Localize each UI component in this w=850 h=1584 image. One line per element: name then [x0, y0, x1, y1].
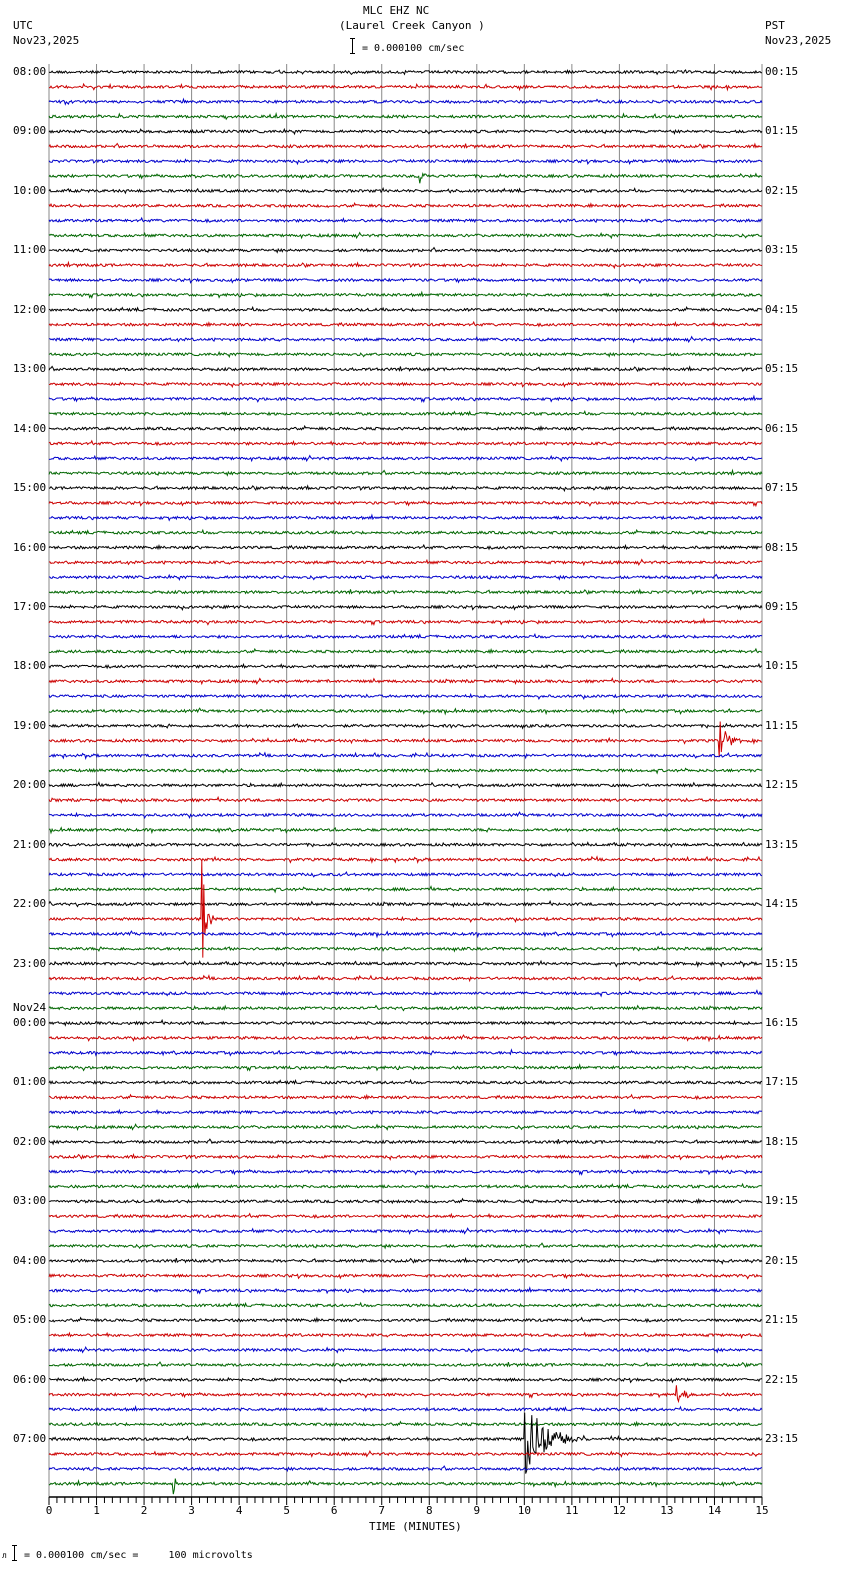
right-time-label: 11:15 — [765, 718, 799, 732]
trace-row-48 — [49, 783, 762, 788]
trace-row-62 — [49, 991, 762, 997]
trace-row-7 — [49, 174, 762, 184]
x-tick-label: 14 — [707, 1504, 722, 1517]
trace-row-8 — [49, 188, 762, 193]
left-time-label: 07:00 — [13, 1432, 47, 1446]
trace-row-85 — [49, 1333, 762, 1338]
trace-row-94 — [49, 1466, 762, 1471]
trace-row-12 — [49, 248, 762, 253]
trace-row-90 — [49, 1407, 762, 1411]
trace-row-6 — [49, 160, 762, 164]
trace-row-41 — [49, 678, 762, 683]
trace-row-55 — [49, 887, 762, 893]
right-time-label: 21:15 — [765, 1313, 799, 1327]
trace-row-81 — [49, 1274, 762, 1279]
trace-row-50 — [49, 812, 762, 818]
right-time-label: 05:15 — [765, 362, 799, 376]
x-tick-label: 3 — [188, 1504, 195, 1517]
trace-row-21 — [49, 382, 762, 386]
x-tick-label: 6 — [330, 1504, 338, 1517]
right-time-label: 13:15 — [765, 837, 799, 851]
right-time-label: 10:15 — [765, 659, 799, 673]
left-time-label: 12:00 — [13, 302, 47, 316]
x-tick-label: 7 — [378, 1504, 386, 1517]
left-time-label: 02:00 — [13, 1134, 47, 1148]
station-title: MLC EHZ NC — [363, 4, 430, 17]
left-time-label: 19:00 — [13, 718, 47, 732]
trace-row-16 — [49, 307, 762, 311]
trace-row-43 — [49, 708, 762, 714]
trace-row-2 — [49, 99, 762, 104]
trace-row-67 — [49, 1065, 762, 1070]
trace-row-11 — [49, 233, 762, 238]
right-time-label: 07:15 — [765, 481, 799, 495]
trace-row-19 — [49, 352, 762, 357]
trace-row-77 — [49, 1214, 762, 1218]
x-tick-label: 4 — [235, 1504, 243, 1517]
trace-row-28 — [49, 486, 762, 491]
trace-row-87 — [49, 1362, 762, 1367]
trace-row-88 — [49, 1378, 762, 1383]
trace-row-46 — [49, 753, 762, 759]
right-time-label: 06:15 — [765, 421, 799, 435]
trace-row-86 — [49, 1347, 762, 1352]
trace-row-47 — [49, 768, 762, 773]
trace-row-4 — [49, 129, 762, 134]
x-tick-label: 11 — [565, 1504, 579, 1517]
date-change-label: Nov24 — [13, 1001, 47, 1015]
trace-row-5 — [49, 144, 762, 149]
trace-row-84 — [49, 1318, 762, 1322]
trace-row-40 — [49, 664, 762, 668]
left-date: Nov23,2025 — [13, 34, 80, 47]
trace-row-9 — [49, 203, 762, 207]
trace-row-42 — [49, 694, 762, 699]
right-time-label: 16:15 — [765, 1016, 799, 1030]
trace-row-26 — [49, 456, 762, 461]
left-time-label: 10:00 — [13, 183, 47, 197]
footer-scale-prefix: л — [2, 1551, 7, 1560]
right-time-label: 00:15 — [765, 65, 799, 78]
trace-row-71 — [49, 1124, 762, 1129]
x-tick-label: 12 — [612, 1504, 627, 1517]
left-time-label: 17:00 — [13, 599, 47, 613]
trace-row-33 — [49, 560, 762, 565]
trace-row-17 — [49, 322, 762, 326]
x-tick-label: 15 — [755, 1504, 769, 1517]
trace-row-25 — [49, 441, 762, 446]
x-tick-label: 13 — [660, 1504, 674, 1517]
trace-row-69 — [49, 1095, 762, 1099]
right-time-label: 19:15 — [765, 1194, 799, 1208]
right-time-label: 15:15 — [765, 956, 799, 970]
trace-row-61 — [49, 976, 762, 981]
right-time-label: 20:15 — [765, 1253, 799, 1267]
trace-row-82 — [49, 1288, 762, 1293]
trace-row-14 — [49, 278, 762, 283]
trace-row-63 — [49, 1006, 762, 1011]
x-axis-label: TIME (MINUTES) — [369, 1520, 462, 1533]
trace-row-78 — [49, 1228, 762, 1233]
right-timezone: PST — [765, 19, 785, 32]
right-date: Nov23,2025 — [765, 34, 832, 47]
trace-row-30 — [49, 515, 762, 520]
trace-row-95 — [49, 1479, 762, 1495]
trace-row-59 — [49, 947, 762, 951]
left-time-label: 00:00 — [13, 1016, 47, 1030]
trace-row-10 — [49, 218, 762, 223]
left-time-label: 13:00 — [13, 362, 47, 376]
right-time-label: 14:15 — [765, 897, 799, 911]
scale-text: = 0.000100 cm/sec — [362, 43, 465, 54]
trace-row-13 — [49, 263, 762, 268]
left-time-label: 18:00 — [13, 659, 47, 673]
trace-row-60 — [49, 961, 762, 966]
trace-row-1 — [49, 84, 762, 90]
trace-row-56 — [49, 901, 762, 906]
trace-row-53 — [49, 857, 762, 863]
x-tick-label: 1 — [93, 1504, 100, 1517]
right-time-label: 08:15 — [765, 540, 799, 554]
left-time-label: 14:00 — [13, 421, 47, 435]
trace-row-44 — [49, 724, 762, 728]
trace-row-18 — [49, 337, 762, 342]
right-time-label: 18:15 — [765, 1134, 799, 1148]
left-time-label: 03:00 — [13, 1194, 47, 1208]
right-time-label: 23:15 — [765, 1432, 799, 1446]
x-tick-label: 8 — [425, 1504, 433, 1517]
right-time-label: 03:15 — [765, 243, 799, 257]
left-time-label: 09:00 — [13, 124, 47, 138]
left-time-label: 01:00 — [13, 1075, 47, 1089]
trace-row-76 — [49, 1199, 762, 1203]
trace-row-29 — [49, 501, 762, 506]
trace-row-66 — [49, 1050, 762, 1056]
right-time-label: 02:15 — [765, 183, 799, 197]
footer-scale-text: = 0.000100 cm/sec = 100 microvolts — [24, 1550, 253, 1561]
trace-row-83 — [49, 1303, 762, 1307]
left-timezone: UTC — [13, 19, 33, 32]
left-time-label: 04:00 — [13, 1253, 47, 1267]
trace-row-89 — [49, 1385, 762, 1401]
trace-row-20 — [49, 366, 762, 371]
trace-row-58 — [49, 931, 762, 937]
right-time-label: 17:15 — [765, 1075, 799, 1089]
trace-row-91 — [49, 1422, 762, 1426]
x-tick-label: 9 — [473, 1504, 481, 1517]
station-location: (Laurel Creek Canyon ) — [339, 19, 485, 32]
right-time-label: 04:15 — [765, 302, 799, 316]
x-tick-label: 2 — [140, 1504, 148, 1517]
left-time-label: 06:00 — [13, 1372, 47, 1386]
trace-row-36 — [49, 605, 762, 610]
trace-row-79 — [49, 1243, 762, 1248]
left-time-label: 08:00 — [13, 65, 47, 78]
left-time-label: 20:00 — [13, 778, 47, 792]
trace-row-52 — [49, 843, 762, 848]
trace-row-31 — [49, 530, 762, 534]
left-time-label: 16:00 — [13, 540, 47, 554]
trace-row-68 — [49, 1080, 762, 1084]
right-time-label: 09:15 — [765, 599, 799, 613]
trace-row-51 — [49, 828, 762, 833]
trace-row-24 — [49, 426, 762, 430]
trace-row-0 — [49, 70, 762, 74]
right-time-label: 12:15 — [765, 778, 799, 792]
trace-row-39 — [49, 649, 762, 653]
footer-scale-bar-icon — [12, 1545, 17, 1561]
trace-row-74 — [49, 1170, 762, 1175]
x-tick-label: 0 — [45, 1504, 53, 1517]
trace-row-92 — [49, 1413, 762, 1474]
trace-row-37 — [49, 619, 762, 624]
trace-row-72 — [49, 1139, 762, 1144]
trace-row-38 — [49, 634, 762, 638]
trace-row-34 — [49, 575, 762, 580]
x-tick-label: 5 — [283, 1504, 290, 1517]
left-time-label: 22:00 — [13, 897, 47, 911]
trace-row-65 — [49, 1035, 762, 1041]
trace-row-93 — [49, 1451, 762, 1456]
trace-row-22 — [49, 396, 762, 401]
trace-row-54 — [49, 872, 762, 877]
left-time-label: 05:00 — [13, 1313, 47, 1327]
trace-row-73 — [49, 1155, 762, 1160]
trace-row-70 — [49, 1110, 762, 1114]
trace-row-27 — [49, 471, 762, 476]
trace-row-80 — [49, 1258, 762, 1263]
x-tick-label: 10 — [517, 1504, 531, 1517]
trace-row-32 — [49, 545, 762, 549]
right-time-label: 01:15 — [765, 124, 799, 138]
trace-row-3 — [49, 114, 762, 119]
trace-row-35 — [49, 589, 762, 594]
trace-row-75 — [49, 1184, 762, 1188]
left-time-label: 23:00 — [13, 956, 47, 970]
trace-row-49 — [49, 797, 762, 802]
trace-row-15 — [49, 292, 762, 297]
trace-row-23 — [49, 411, 762, 415]
left-time-label: 15:00 — [13, 481, 47, 495]
trace-row-64 — [49, 1020, 762, 1025]
right-time-label: 22:15 — [765, 1372, 799, 1386]
left-time-label: 11:00 — [13, 243, 47, 257]
left-time-label: 21:00 — [13, 837, 47, 851]
